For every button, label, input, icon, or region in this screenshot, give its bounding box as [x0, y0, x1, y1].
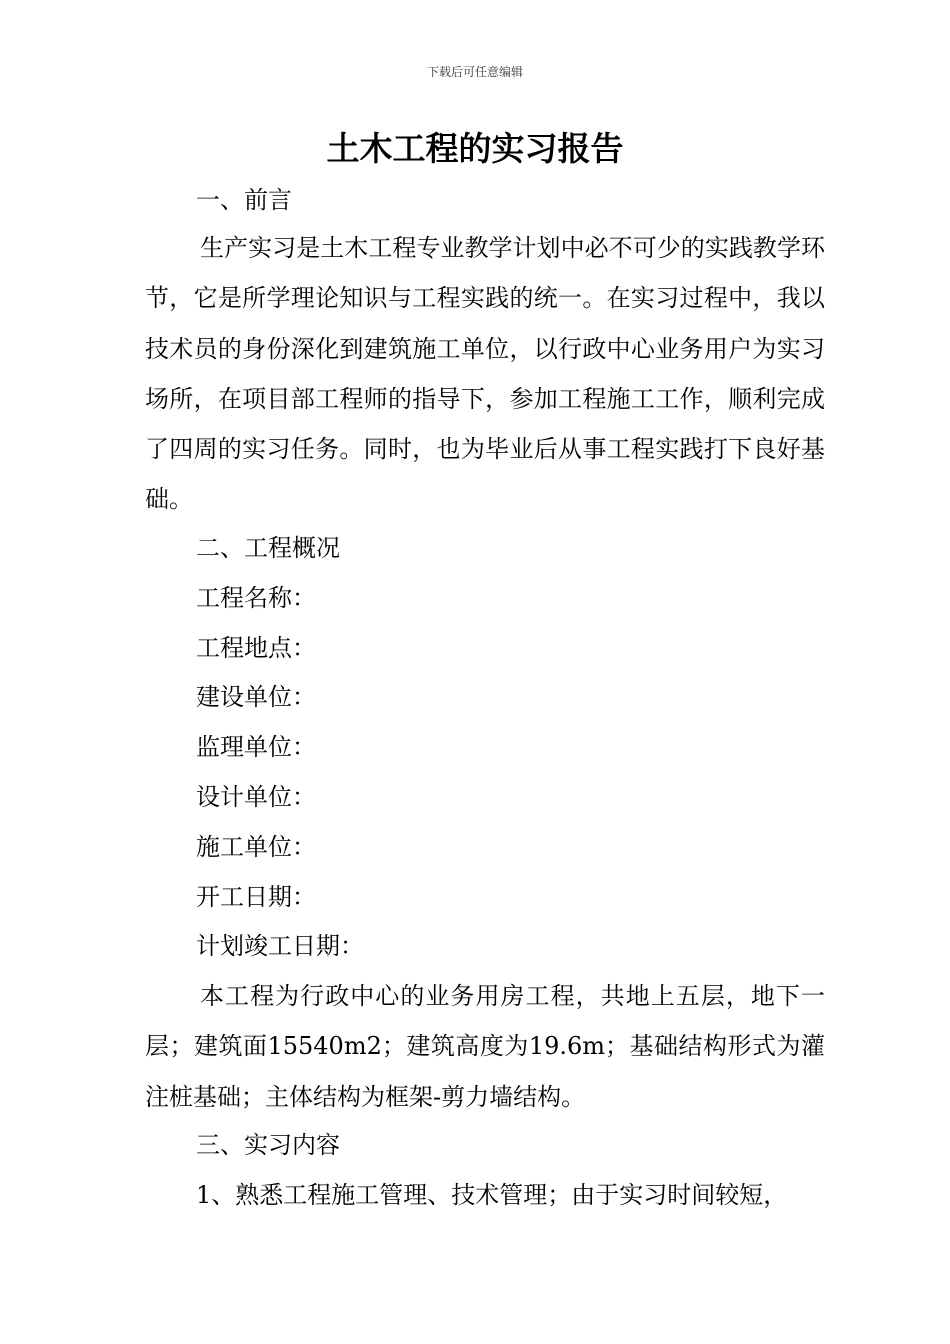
intro-paragraph: 生产实习是土木工程专业教学计划中必不可少的实践教学环节，它是所学理论知识与工程实践的统一。在实习过程中，我以技术员的身份深化到建筑施工单位，以行政中心业务用户为实习场所，在项目部工程师的指导下，参加工程施工工作，顺利完成了四周的实习任务。同时，也为毕业后从事工程实践打下良好基础。: [145, 234, 825, 514]
page-header: 下载后可任意编辑: [426, 65, 523, 79]
field-construction-unit: 建设单位：: [196, 683, 316, 711]
field-supervision-unit: 监理单位：: [196, 733, 316, 761]
field-project-name: 工程名称：: [196, 584, 316, 612]
overview-paragraph: 本工程为行政中心的业务用房工程，共地上五层，地下一层；建筑面15540m2；建筑高度为19.6m；基础结构形式为灌注桩基础；主体结构为框架-剪力墙结构。: [145, 982, 825, 1111]
field-planned-completion-date: 计划竣工日期：: [196, 932, 364, 960]
field-start-date: 开工日期：: [196, 883, 316, 911]
section-heading-overview: 二、工程概况: [196, 534, 340, 562]
field-project-location: 工程地点：: [196, 634, 316, 662]
document-title: 土木工程的实习报告: [326, 129, 624, 168]
section-heading-content: 三、实习内容: [196, 1131, 340, 1159]
field-contractor-unit: 施工单位：: [196, 833, 316, 861]
content-line-1: 1、熟悉工程施工管理、技术管理；由于实习时间较短，: [196, 1181, 788, 1209]
field-design-unit: 设计单位：: [196, 783, 316, 811]
section-heading-intro: 一、前言: [196, 186, 292, 214]
